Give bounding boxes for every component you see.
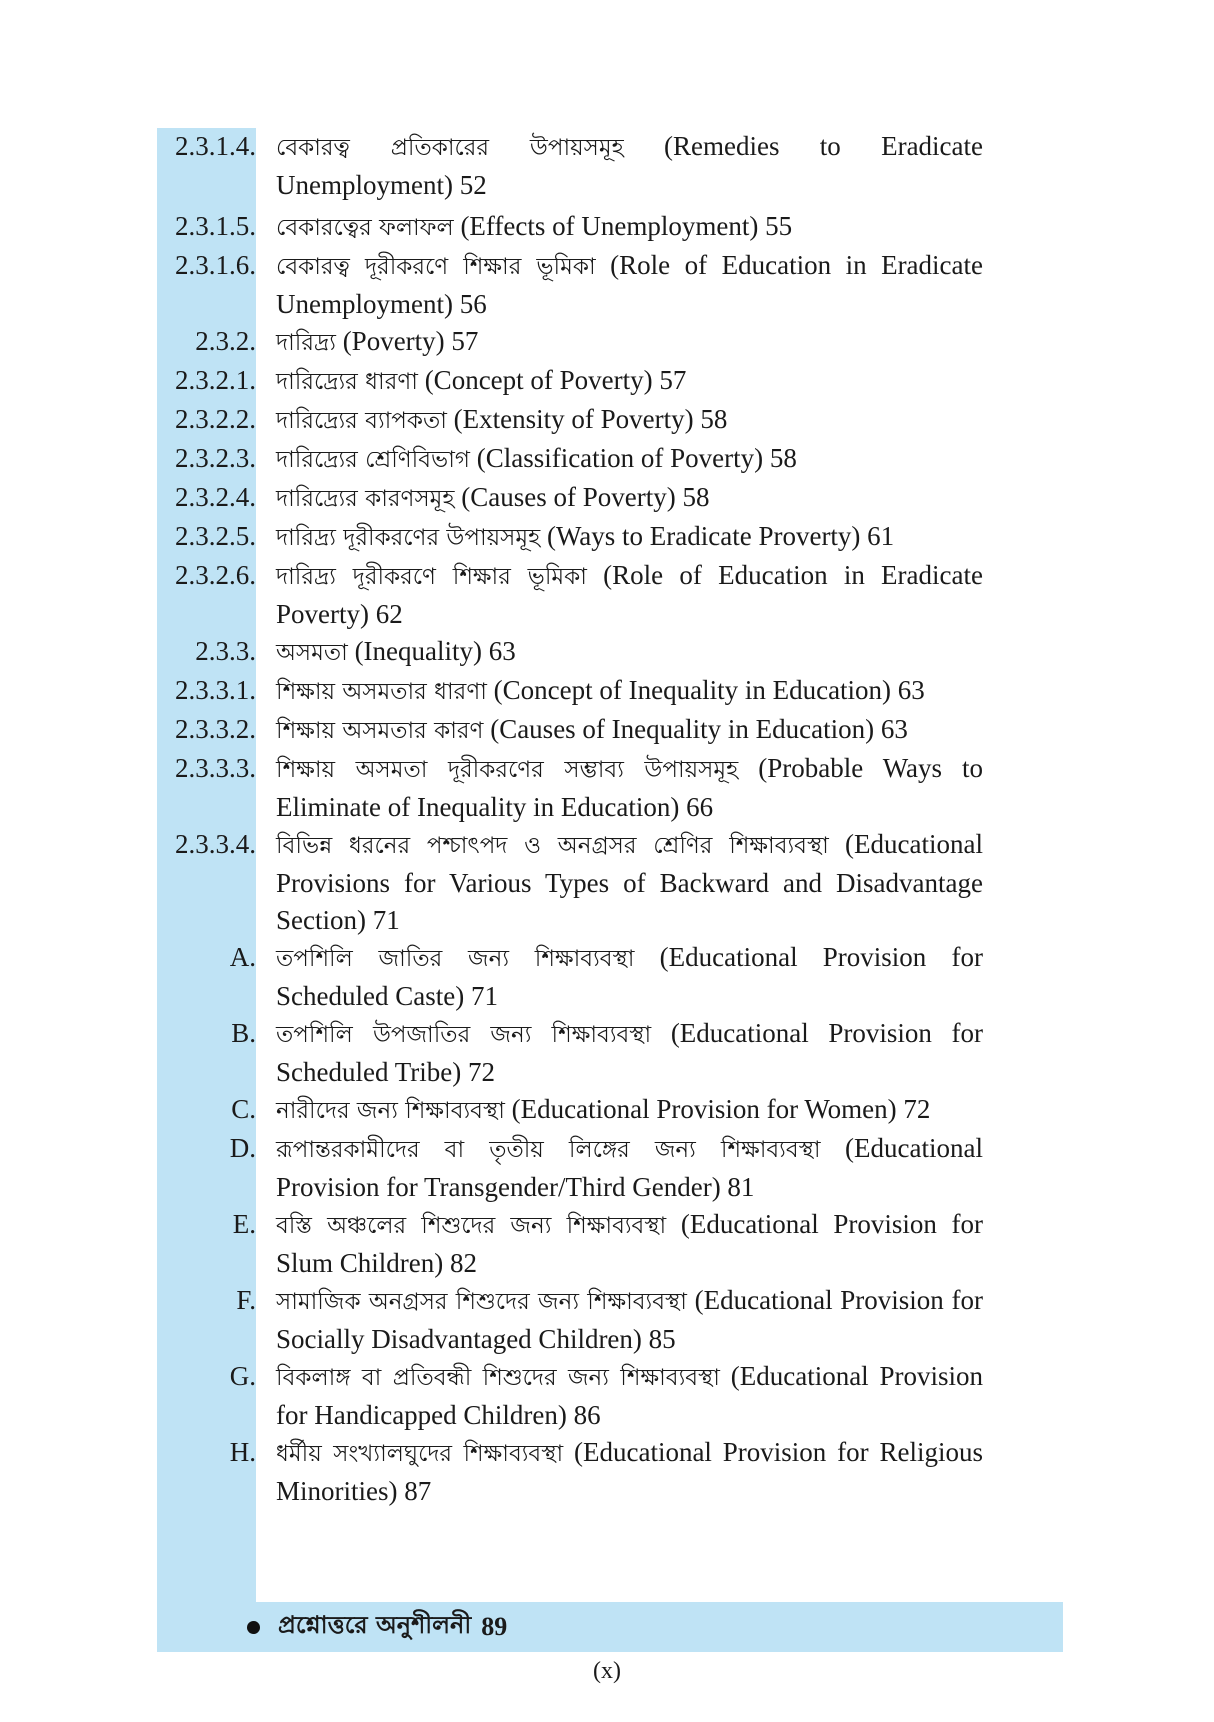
- entry-english: (Poverty) 57: [335, 326, 479, 356]
- entry-number: B.: [231, 1018, 256, 1048]
- entry-text: [276, 1358, 983, 1434]
- exercise-page: 89: [481, 1612, 508, 1641]
- toc-entry[interactable]: [157, 208, 987, 247]
- entry-english: (Educational Provision for Handicapped Children) 86: [276, 1361, 983, 1430]
- entry-english: (Educational Provision for Socially Disadvantaged Children) 85: [276, 1285, 983, 1354]
- entry-bengali: বিভিন্ন ধরনের পশ্চাৎপদ ও অনগ্রসর শ্রেণির শিক্ষাব্যবস্থা: [276, 833, 829, 859]
- entry-english: (Educational Provision for Scheduled Tribe) 72: [276, 1018, 983, 1087]
- entry-text: [276, 939, 983, 1015]
- entry-number: 2.3.3.1.: [175, 675, 256, 705]
- entry-bengali: সামাজিক অনগ্রসর শিশুদের জন্য শিক্ষাব্যবস্থা: [276, 1289, 687, 1315]
- entry-text: [276, 1206, 983, 1282]
- entry-text: [276, 1282, 983, 1358]
- entry-number: 2.3.2.: [195, 326, 256, 356]
- entry-text: [276, 1130, 983, 1206]
- entry-number: 2.3.2.2.: [175, 404, 256, 434]
- entry-english: (Educational Provision for Slum Children) 82: [276, 1209, 983, 1278]
- entry-number: E.: [232, 1209, 256, 1239]
- entry-text: [276, 518, 983, 557]
- entry-number: 2.3.2.4.: [175, 482, 256, 512]
- toc-entry[interactable]: [157, 479, 987, 518]
- entry-english: (Educational Provision for Women) 72: [504, 1094, 931, 1124]
- entry-bengali: দারিদ্র্য দূরীকরণে শিক্ষার ভূমিকা: [276, 564, 587, 590]
- entry-english: (Ways to Eradicate Proverty) 61: [540, 521, 895, 551]
- entry-bengali: অসমতা: [276, 640, 348, 666]
- entry-bengali: বেকারত্ব প্রতিকারের উপায়সমূহ: [276, 135, 624, 161]
- toc-entry[interactable]: [157, 672, 987, 711]
- entry-text: [276, 362, 983, 401]
- entry-text: [276, 826, 983, 939]
- entry-bengali: দারিদ্র্যের ব্যাপকতা: [276, 408, 447, 434]
- entry-bengali: নারীদের জন্য শিক্ষাব্যবস্থা: [276, 1098, 505, 1124]
- toc-entry[interactable]: [157, 1130, 987, 1206]
- entry-text: [276, 128, 983, 204]
- entry-english: (Causes of Poverty) 58: [454, 482, 710, 512]
- entry-text: [276, 479, 983, 518]
- entry-text: [276, 1015, 983, 1091]
- toc-entry[interactable]: [157, 1358, 987, 1434]
- entry-number: 2.3.1.5.: [175, 211, 256, 241]
- entry-bengali: দারিদ্র্যের কারণসমূহ: [276, 486, 455, 512]
- toc-entry[interactable]: [157, 362, 987, 401]
- toc-entry[interactable]: [157, 401, 987, 440]
- entry-bengali: দারিদ্র্য: [276, 330, 336, 356]
- entry-english: (Inequality) 63: [347, 636, 516, 666]
- entry-number: G.: [229, 1361, 256, 1391]
- entry-bengali: শিক্ষায় অসমতা দূরীকরণের সম্ভাব্য উপায়সমূহ: [276, 757, 739, 783]
- exercise-label: প্রশ্নোত্তরে অনুশীলনী: [278, 1611, 472, 1639]
- toc-entry[interactable]: [157, 633, 987, 672]
- entry-number: F.: [236, 1285, 256, 1315]
- entry-english: (Educational Provision for Transgender/Third Gender) 81: [276, 1133, 983, 1202]
- entry-english: (Educational Provisions for Various Types of Backward and Disadvantage Section) 71: [276, 829, 983, 935]
- entry-bengali: শিক্ষায় অসমতার কারণ: [276, 718, 484, 744]
- entry-bengali: তপশিলি উপজাতির জন্য শিক্ষাব্যবস্থা: [276, 1022, 652, 1048]
- entry-english: (Probable Ways to Eliminate of Inequality in Education) 66: [276, 753, 983, 822]
- bullet-icon: [247, 1621, 260, 1634]
- entry-english: (Causes of Inequality in Education) 63: [483, 714, 908, 744]
- entry-number: 2.3.1.6.: [175, 250, 256, 280]
- entry-bengali: বস্তি অঞ্চলের শিশুদের জন্য শিক্ষাব্যবস্থা: [276, 1213, 667, 1239]
- entry-bengali: দারিদ্র্য দূরীকরণের উপায়সমূহ: [276, 525, 541, 551]
- toc-entry[interactable]: [157, 440, 987, 479]
- entry-number: 2.3.2.3.: [175, 443, 256, 473]
- entry-number: H.: [229, 1437, 256, 1467]
- toc-entry[interactable]: [157, 1434, 987, 1510]
- entry-english: (Remedies to Eradicate Unemployment) 52: [276, 131, 984, 200]
- entry-text: [276, 247, 983, 323]
- entry-english: (Educational Provision for Scheduled Caste) 71: [276, 942, 983, 1011]
- entry-text: [276, 750, 983, 826]
- toc-entry[interactable]: [157, 557, 987, 633]
- entry-number: C.: [231, 1094, 256, 1124]
- entry-english: (Role of Education in Eradicate Poverty) 62: [276, 560, 983, 629]
- entry-number: 2.3.2.5.: [175, 521, 256, 551]
- entry-number: A.: [229, 942, 256, 972]
- toc-entry[interactable]: [157, 711, 987, 750]
- entry-number: 2.3.1.4.: [175, 131, 256, 161]
- entry-text: [276, 672, 983, 711]
- toc-entry[interactable]: [157, 939, 987, 1015]
- entry-bengali: রূপান্তরকামীদের বা তৃতীয় লিঙ্গের জন্য শিক্ষাব্যবস্থা: [276, 1137, 821, 1163]
- toc-entry[interactable]: [157, 750, 987, 826]
- toc-entry[interactable]: [157, 247, 987, 323]
- entry-english: (Effects of Unemployment) 55: [453, 211, 793, 241]
- toc-entry[interactable]: [157, 1091, 987, 1130]
- entry-text: [276, 208, 983, 247]
- toc-entry[interactable]: [157, 1282, 987, 1358]
- entry-bengali: দারিদ্র্যের ধারণা: [276, 369, 418, 395]
- entry-number: 2.3.3.3.: [175, 753, 256, 783]
- entry-number: 2.3.3.4.: [175, 829, 256, 859]
- page-number: (x): [593, 1658, 621, 1684]
- entry-bengali: শিক্ষায় অসমতার ধারণা: [276, 679, 487, 705]
- entry-text: [276, 711, 983, 750]
- toc-entry[interactable]: [157, 518, 987, 557]
- entry-text: [276, 557, 983, 633]
- entry-bengali: বেকারত্ব দূরীকরণে শিক্ষার ভূমিকা: [276, 254, 596, 280]
- entry-english: (Educational Provision for Religious Minorities) 87: [276, 1437, 983, 1506]
- toc-entry[interactable]: [157, 1015, 987, 1091]
- toc-entry[interactable]: [157, 128, 987, 204]
- entry-english: (Concept of Inequality in Education) 63: [486, 675, 925, 705]
- toc-entry[interactable]: [157, 826, 987, 939]
- entry-bengali: বেকারত্বের ফলাফল: [276, 215, 454, 241]
- entry-english: (Extensity of Poverty) 58: [446, 404, 728, 434]
- toc-entry[interactable]: [157, 323, 987, 362]
- entry-english: (Role of Education in Eradicate Unemployment) 56: [276, 250, 983, 319]
- entry-english: (Concept of Poverty) 57: [417, 365, 687, 395]
- entry-number: 2.3.2.1.: [175, 365, 256, 395]
- entry-bengali: তপশিলি জাতির জন্য শিক্ষাব্যবস্থা: [276, 946, 635, 972]
- entry-number: 2.3.3.: [195, 636, 256, 666]
- entry-text: [276, 633, 983, 672]
- exercise-bar[interactable]: [157, 1602, 1063, 1652]
- entry-text: [276, 1091, 983, 1130]
- entry-bengali: বিকলাঙ্গ বা প্রতিবন্ধী শিশুদের জন্য শিক্ষাব্যবস্থা: [276, 1365, 720, 1391]
- entry-number: D.: [229, 1133, 256, 1163]
- entry-number: 2.3.2.6.: [175, 560, 256, 590]
- entry-text: [276, 323, 983, 362]
- entry-bengali: দারিদ্র্যের শ্রেণিবিভাগ: [276, 447, 470, 473]
- entry-text: [276, 1434, 983, 1510]
- toc-entry[interactable]: [157, 1206, 987, 1282]
- entry-text: [276, 440, 983, 479]
- entry-number: 2.3.3.2.: [175, 714, 256, 744]
- table-of-contents: [157, 128, 987, 1510]
- entry-text: [276, 401, 983, 440]
- entry-bengali: ধর্মীয় সংখ্যালঘুদের শিক্ষাব্যবস্থা: [276, 1441, 564, 1467]
- entry-english: (Classification of Poverty) 58: [469, 443, 797, 473]
